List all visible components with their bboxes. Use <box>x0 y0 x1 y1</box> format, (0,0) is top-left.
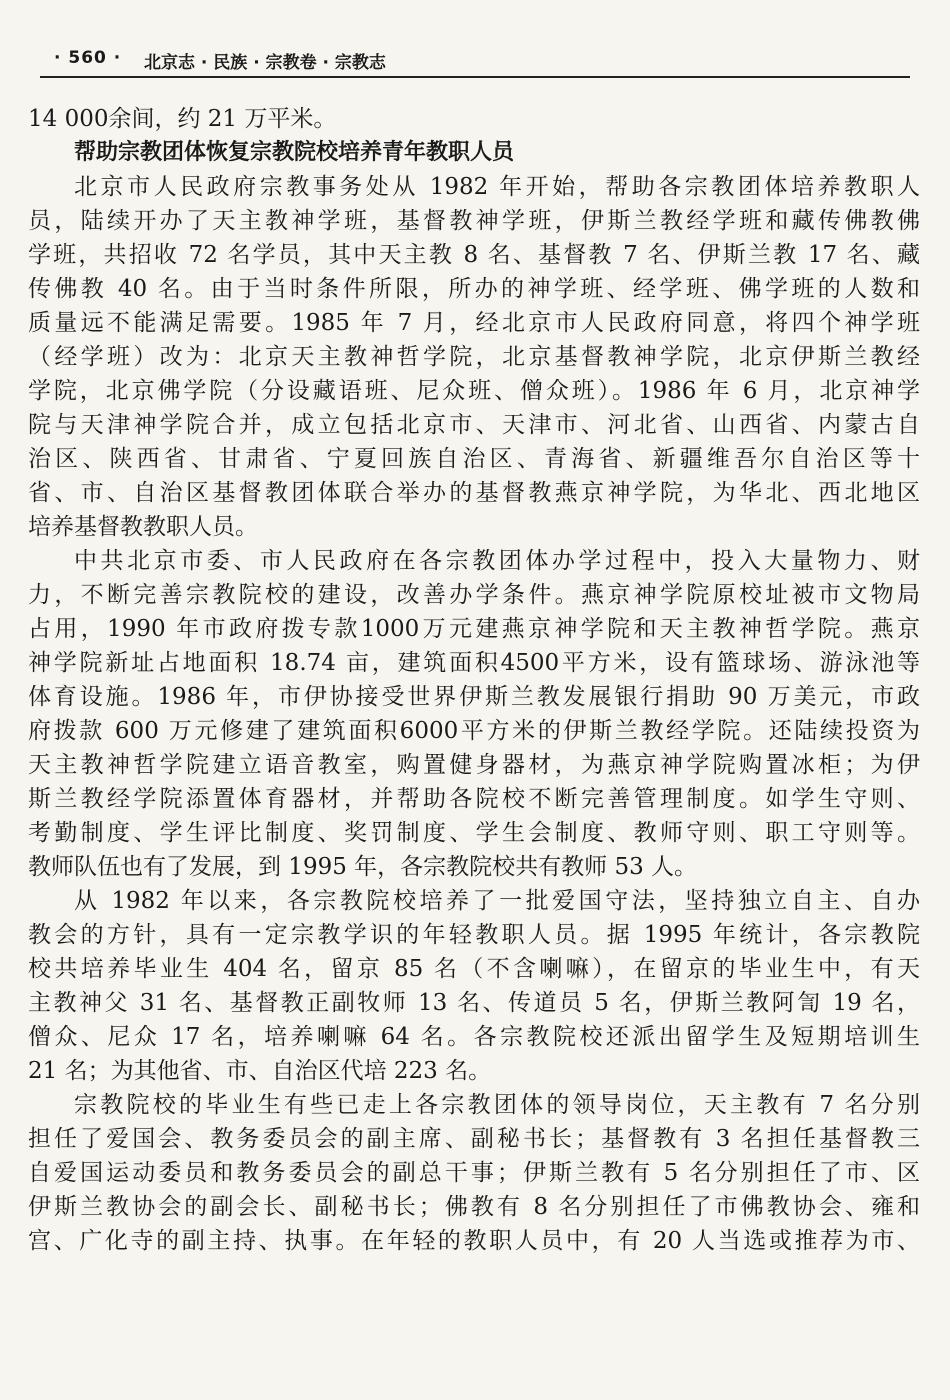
text-line: 培养基督教教职人员。 <box>28 514 258 540</box>
running-title: 北京志 · 民族 · 宗教卷 · 宗教志 <box>144 53 386 73</box>
text-line: （经学班）改为：北京天主教神哲学院，北京基督教神学院，北京伊斯兰教经 <box>28 344 920 370</box>
text-line: 宗教院校的毕业生有些已走上各宗教团体的领导岗位，天主教有 7 名分别 <box>74 1092 920 1118</box>
text-line: 学班，共招收 72 名学员，其中天主教 8 名、基督教 7 名、伊斯兰教 17 名、藏 <box>28 242 920 268</box>
text-line: 院与天津神学院合并，成立包括北京市、天津市、河北省、山西省、内蒙古自 <box>28 412 920 438</box>
text-line: 中共北京市委、市人民政府在各宗教团体办学过程中，投入大量物力、财 <box>74 548 920 574</box>
text-line: 天主教神哲学院建立语音教室，购置健身器材，为燕京神学院购置冰柜；为伊 <box>28 752 920 778</box>
text-line: 神学院新址占地面积 18.74 亩，建筑面积4500平方米，设有篮球场、游泳池等 <box>28 650 920 676</box>
text-line: 占用，1990 年市政府拨专款1000万元建燕京神学院和天主教神哲学院。燕京 <box>28 616 920 642</box>
text-line: 体育设施。1986 年，市伊协接受世界伊斯兰教发展银行捐助 90 万美元，市政 <box>28 684 920 710</box>
text-line: 伊斯兰教协会的副会长、副秘书长；佛教有 8 名分别担任了市佛教协会、雍和 <box>28 1194 920 1220</box>
text-line: 治区、陕西省、甘肃省、宁夏回族自治区、青海省、新疆维吾尔自治区等十 <box>28 446 920 472</box>
text-line: 力，不断完善宗教院校的建设，改善办学条件。燕京神学院原校址被市文物局 <box>28 582 920 608</box>
text-line: 从 1982 年以来，各宗教院校培养了一批爱国守法，坚持独立自主、自办 <box>74 888 920 914</box>
text-line: 斯兰教经学院添置体育器材，并帮助各院校不断完善管理制度。如学生守则、 <box>28 786 920 812</box>
page-number: · 560 · <box>54 48 122 68</box>
text-line: 府拨款 600 万元修建了建筑面积6000平方米的伊斯兰教经学院。还陆续投资为 <box>28 718 920 744</box>
text-line: 教师队伍也有了发展，到 1995 年，各宗教院校共有教师 53 人。 <box>28 854 698 880</box>
text-line: 北京市人民政府宗教事务处从 1982 年开始，帮助各宗教团体培养教职人 <box>74 174 920 200</box>
text-line: 质量远不能满足需要。1985 年 7 月，经北京市人民政府同意，将四个神学班 <box>28 310 920 336</box>
text-line: 担任了爱国会、教务委员会的副主席、副秘书长；基督教有 3 名担任基督教三 <box>28 1126 920 1152</box>
text-line: 宫、广化寺的副主持、执事。在年轻的教职人员中，有 20 人当选或推荐为市、 <box>28 1228 920 1254</box>
running-header <box>40 44 910 78</box>
text-line: 主教神父 31 名、基督教正副牧师 13 名、传道员 5 名，伊斯兰教阿訇 19 名， <box>28 990 920 1016</box>
text-line: 教会的方针，具有一定宗教学识的年轻教职人员。据 1995 年统计，各宗教院 <box>28 922 920 948</box>
text-line: 21 名；为其他省、市、自治区代培 223 名。 <box>28 1058 492 1084</box>
text-line: 僧众、尼众 17 名，培养喇嘛 64 名。各宗教院校还派出留学生及短期培训生 <box>28 1024 920 1050</box>
text-line: 员，陆续开办了天主教神学班，基督教神学班，伊斯兰教经学班和藏传佛教佛 <box>28 208 920 234</box>
text-line: 传佛教 40 名。由于当时条件所限，所办的神学班、经学班、佛学班的人数和 <box>28 276 920 302</box>
body-text <box>28 102 920 1258</box>
section-heading: 帮助宗教团体恢复宗教院校培养青年教职人员 <box>74 140 515 165</box>
text-line: 考勤制度、学生评比制度、奖罚制度、学生会制度、教师守则、职工守则等。 <box>28 820 920 846</box>
text-line: 省、市、自治区基督教团体联合举办的基督教燕京神学院，为华北、西北地区 <box>28 480 920 506</box>
text-line: 学院，北京佛学院（分设藏语班、尼众班、僧众班）。1986 年 6 月，北京神学 <box>28 378 920 404</box>
text-line: 校共培养毕业生 404 名，留京 85 名（不含喇嘛），在留京的毕业生中，有天 <box>28 956 920 982</box>
text-line: 自爱国运动委员和教务委员会的副总干事；伊斯兰教有 5 名分别担任了市、区 <box>28 1160 920 1186</box>
text-line: 14 000余间，约 21 万平米。 <box>28 106 337 132</box>
